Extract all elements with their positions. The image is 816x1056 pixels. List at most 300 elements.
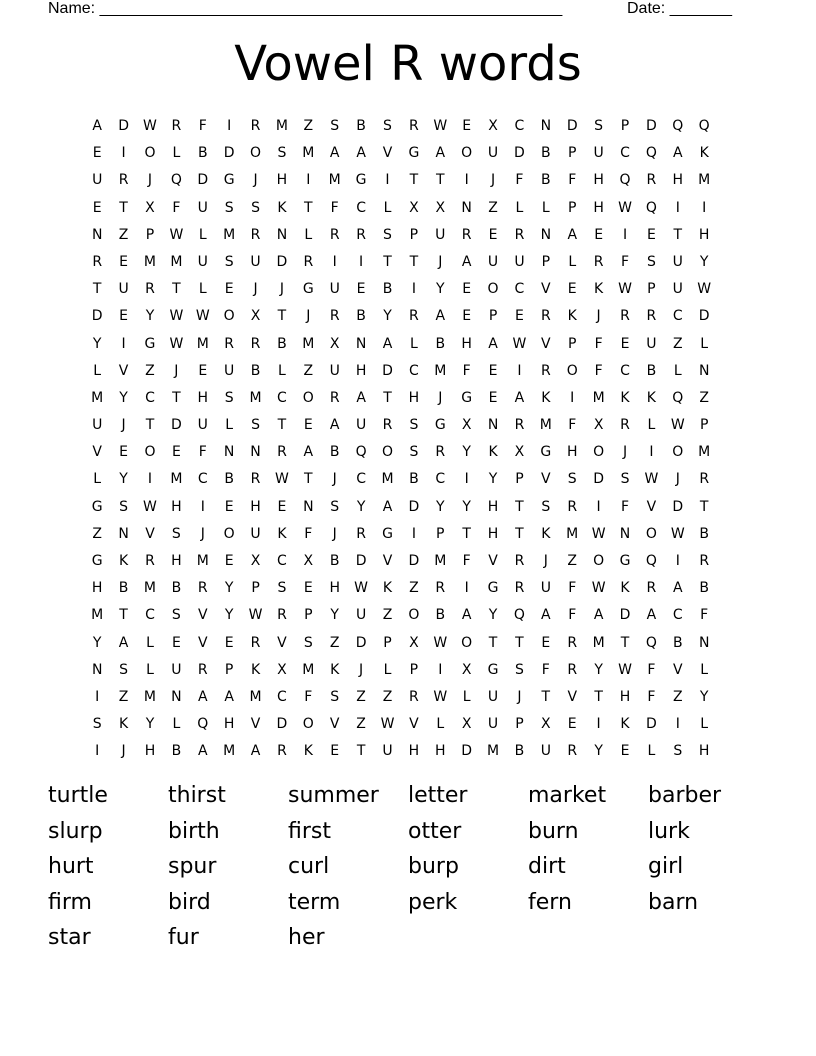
grid-letter: V [409,716,419,733]
grid-letter: O [223,308,235,325]
grid-row [84,575,717,602]
grid-letter: C [514,118,525,134]
grid-letter: P [515,471,524,488]
word-bank-item: thirst [168,783,226,808]
grid-letter: P [383,634,392,651]
grid-letter: M [143,580,157,597]
grid-letter: X [435,199,446,216]
word-bank-row [48,923,808,959]
grid-letter: M [698,444,711,461]
word-bank-item: spur [168,854,217,879]
word-bank-item: slurp [48,818,103,844]
grid-letter: B [171,580,182,597]
grid-letter: B [435,607,446,624]
word-bank-item: barn [648,889,699,915]
word-bank-item: perk [408,889,458,915]
grid-letter: N [540,118,552,134]
grid-letter: G [540,444,552,461]
grid-letter: X [541,716,551,733]
grid-letter: P [488,308,498,325]
grid-letter: G [461,389,473,406]
grid-letter: H [698,743,710,760]
page-title: Vowel R words [234,36,582,92]
grid-letter: Z [145,362,155,379]
grid-letter: G [302,281,314,298]
grid-letter: H [435,743,446,760]
name-field-label: Name: ____________________________________________________ [48,0,563,17]
grid-letter: U [250,253,261,270]
grid-letter: S [277,580,287,597]
grid-letter: V [567,688,578,705]
grid-letter: K [277,525,287,542]
grid-letter: Q [645,199,657,216]
grid-letter: K [620,389,630,406]
grid-letter: T [172,389,181,406]
grid-letter: R [593,253,604,270]
grid-letter: T [92,281,102,298]
grid-letter: R [409,688,419,705]
grid-letter: B [382,281,393,298]
grid-letter: D [646,716,657,733]
grid-letter: L [225,417,234,434]
grid-letter: Y [594,661,603,678]
grid-letter: F [515,172,524,189]
word-bank-item: fur [168,925,199,950]
grid-letter: X [329,335,340,352]
grid-letter: T [277,417,287,434]
grid-letter: X [514,444,525,461]
grid-letter: Z [672,335,683,352]
grid-letter: Z [356,716,366,733]
grid-letter: C [277,688,287,705]
grid-letter: A [118,634,129,651]
grid-letter: A [567,226,578,243]
grid-letter: Z [356,688,366,705]
grid-letter: D [593,471,604,488]
grid-letter: I [464,471,469,488]
grid-letter: J [332,525,337,542]
grid-letter: M [328,172,341,189]
grid-letter: G [144,335,156,352]
grid-letter: X [250,553,261,569]
grid-letter: M [170,471,183,488]
grid-letter: T [119,607,128,624]
word-bank-item: her [288,925,325,950]
grid-letter: A [329,145,340,162]
grid-letter: I [385,172,390,189]
grid-letter: X [461,716,472,733]
grid-letter: B [356,308,366,325]
grid-letter: W [644,471,659,488]
grid-letter: U [487,688,499,705]
grid-letter: R [145,553,155,569]
grid-letter: I [95,743,100,760]
grid-letter: R [699,471,710,488]
grid-letter: U [355,607,367,624]
grid-letter: R [171,118,182,134]
grid-letter: Y [119,471,128,488]
word-bank-item: market [528,783,607,808]
grid-letter: R [461,226,472,243]
grid-letter: K [646,389,656,406]
grid-letter: H [461,335,472,352]
grid-letter: M [487,743,500,760]
grid-letter: W [512,335,527,352]
grid-row [84,466,717,493]
grid-letter: C [197,471,208,488]
grid-letter: H [408,743,420,760]
grid-letter: L [700,716,709,733]
grid-letter: R [540,308,551,325]
grid-letter: O [302,389,314,406]
grid-letter: E [515,308,524,325]
grid-letter: Y [488,471,498,488]
grid-letter: G [434,417,446,434]
grid-letter: G [487,580,499,597]
grid-letter: D [408,498,420,515]
grid-letter: A [461,253,472,270]
grid-letter: F [568,580,577,597]
grid-letter: L [515,199,524,216]
grid-letter: F [304,525,313,542]
grid-letter: J [121,417,126,434]
grid-letter: P [541,253,551,270]
grid-letter: S [409,417,419,434]
grid-letter: V [382,145,393,162]
grid-letter: C [672,607,683,624]
grid-letter: E [462,281,472,298]
grid-letter: L [198,281,207,298]
grid-letter: W [670,525,685,542]
grid-letter: P [568,199,577,216]
word-bank-item: lurk [648,818,690,844]
grid-letter: P [409,226,419,243]
grid-letter: F [568,607,577,624]
grid-letter: M [592,634,605,651]
grid-letter: D [566,118,578,134]
grid-letter: S [251,199,260,216]
grid-letter: E [198,362,208,379]
grid-letter: R [567,661,578,678]
grid-letter: S [171,607,181,624]
grid-letter: W [143,498,157,515]
grid-letter: D [197,172,209,189]
grid-row [84,684,717,711]
grid-row [84,521,717,548]
grid-letter: O [250,145,262,162]
grid-letter: T [488,634,498,651]
grid-letter: Q [645,634,657,651]
grid-letter: H [698,226,710,243]
grid-letter: V [541,335,551,352]
grid-letter: Y [119,389,128,406]
grid-letter: B [541,145,551,162]
grid-letter: O [487,281,499,298]
grid-letter: I [411,281,416,298]
grid-letter: A [224,688,234,705]
grid-letter: R [514,580,525,597]
grid-letter: S [119,661,129,678]
grid-letter: B [699,525,709,542]
grid-letter: E [462,118,472,134]
word-bank-item: star [48,925,91,950]
grid-letter: W [380,716,395,733]
grid-letter: V [329,716,340,733]
grid-letter: P [436,525,445,542]
grid-letter: A [329,417,340,434]
grid-letter: Z [382,607,393,624]
grid-letter: K [382,580,393,597]
grid-letter: U [355,417,367,434]
grid-letter: S [277,145,287,162]
grid-letter: T [383,253,392,270]
grid-row [84,602,717,629]
grid-letter: A [435,145,446,162]
grid-letter: Y [145,716,155,733]
grid-letter: R [329,226,340,243]
grid-letter: Y [462,444,471,461]
grid-letter: L [93,362,102,379]
grid-letter: O [566,362,578,379]
grid-letter: C [356,199,366,216]
grid-letter: Z [699,389,709,406]
grid-letter: D [118,118,129,134]
grid-letter: F [594,362,603,379]
grid-letter: X [145,199,155,216]
grid-letter: E [646,226,656,243]
grid-letter: J [200,525,205,542]
grid-letter: U [171,661,182,678]
grid-letter: M [170,253,183,270]
grid-letter: W [670,417,685,434]
grid-letter: X [461,417,472,434]
grid-letter: E [119,308,129,325]
grid-letter: K [118,716,129,733]
grid-letter: J [121,743,126,760]
grid-letter: Q [645,145,657,162]
grid-row [84,167,717,194]
grid-letter: S [515,661,524,678]
grid-letter: I [306,172,311,189]
grid-letter: N [698,362,710,379]
grid-letter: E [356,281,366,298]
grid-letter: F [198,118,207,134]
grid-letter: M [143,253,157,270]
grid-letter: V [488,553,498,569]
grid-letter: M [302,661,315,678]
grid-letter: O [645,525,657,542]
word-search-grid [84,113,717,766]
grid-letter: E [541,634,551,651]
word-bank-item: otter [408,818,462,844]
grid-letter: D [91,308,103,325]
grid-letter: K [250,661,261,678]
grid-letter: E [330,743,340,760]
grid-letter: R [197,580,208,597]
grid-letter: A [250,743,261,760]
grid-letter: M [592,389,605,406]
word-bank [48,781,808,959]
grid-letter: X [250,308,261,325]
grid-letter: H [329,580,340,597]
grid-letter: D [276,253,288,270]
grid-letter: D [355,553,367,569]
grid-letter: Y [330,607,339,624]
grid-letter: H [144,743,156,760]
grid-letter: D [646,118,657,134]
grid-letter: B [250,362,261,379]
grid-letter: W [697,281,712,298]
grid-letter: E [567,281,577,298]
grid-letter: M [223,226,236,243]
grid-letter: R [92,253,103,270]
grid-letter: H [276,172,288,189]
grid-letter: Q [672,118,684,134]
grid-row [84,140,717,167]
grid-letter: I [359,253,364,270]
grid-letter: A [461,607,472,624]
word-bank-item: dirt [528,854,566,879]
grid-letter: G [91,553,103,569]
grid-letter: P [568,145,577,162]
grid-letter: J [359,661,364,678]
grid-letter: L [93,471,102,488]
grid-letter: K [488,444,498,461]
grid-letter: T [699,498,709,515]
grid-letter: A [593,607,604,624]
grid-letter: E [488,389,498,406]
grid-row [84,439,717,466]
grid-letter: S [673,743,683,760]
grid-letter: H [171,498,182,515]
grid-letter: L [146,634,154,651]
grid-letter: U [672,281,683,298]
grid-letter: R [567,743,578,760]
grid-letter: B [541,172,551,189]
grid-letter: O [302,716,314,733]
grid-letter: I [622,226,628,243]
grid-letter: A [197,688,208,705]
grid-letter: M [381,471,394,488]
grid-letter: V [197,634,208,651]
grid-letter: H [593,172,604,189]
grid-letter: L [568,253,577,270]
grid-letter: F [647,661,656,678]
grid-letter: T [383,389,392,406]
grid-letter: E [224,281,234,298]
grid-letter: P [145,226,155,243]
grid-letter: E [594,226,604,243]
grid-letter: U [672,253,683,270]
grid-letter: B [171,743,182,760]
grid-letter: V [277,634,287,651]
grid-letter: I [332,253,337,270]
grid-letter: Y [224,580,234,597]
grid-letter: M [223,743,236,760]
grid-letter: Q [170,172,182,189]
grid-letter: M [196,553,209,569]
grid-letter: V [382,553,393,569]
grid-letter: H [250,498,261,515]
grid-letter: H [487,525,499,542]
grid-letter: C [408,362,419,379]
grid-letter: V [92,444,102,461]
grid-letter: U [540,743,551,760]
grid-letter: U [197,199,208,216]
grid-letter: M [566,525,579,542]
grid-row [84,113,717,140]
grid-letter: K [699,145,709,162]
grid-letter: E [171,444,181,461]
grid-row [84,412,717,439]
grid-letter: R [514,417,525,434]
grid-letter: N [91,661,103,678]
grid-letter: G [619,553,631,569]
grid-letter: N [355,335,367,352]
grid-letter: G [355,172,367,189]
grid-letter: N [91,226,103,243]
grid-letter: J [306,308,311,325]
date-field-label: Date: _______ [627,0,732,17]
grid-letter: R [224,335,235,352]
grid-letter: W [195,308,210,325]
word-bank-item: turtle [48,783,108,808]
grid-letter: V [145,525,155,542]
grid-letter: A [92,118,102,134]
grid-letter: I [702,199,707,216]
grid-letter: M [91,607,104,624]
grid-letter: D [223,145,235,162]
word-bank-row [48,781,808,817]
grid-letter: D [355,634,367,651]
grid-letter: Z [567,553,578,569]
grid-letter: R [435,444,446,461]
grid-letter: R [620,417,630,434]
grid-letter: W [169,308,184,325]
grid-letter: O [223,525,235,542]
word-bank-item: burp [408,854,459,879]
grid-letter: D [461,743,473,760]
grid-letter: V [541,281,551,298]
grid-letter: T [172,281,181,298]
grid-letter: S [383,118,392,134]
grid-letter: H [355,362,367,379]
grid-letter: R [514,553,525,569]
grid-letter: Z [488,199,498,216]
grid-letter: N [698,634,710,651]
grid-letter: C [514,281,525,298]
grid-letter: Y [594,743,603,760]
grid-letter: P [304,607,313,624]
word-bank-item: curl [288,854,330,879]
grid-letter: F [568,172,577,189]
grid-letter: B [329,444,340,461]
grid-letter: I [200,498,205,515]
grid-letter: Z [118,688,129,705]
grid-letter: D [170,417,182,434]
grid-letter: F [462,362,471,379]
grid-letter: Z [382,688,393,705]
grid-letter: U [92,172,103,189]
grid-letter: F [594,335,603,352]
word-bank-item: birth [168,818,220,844]
grid-letter: U [197,253,208,270]
grid-letter: J [490,172,496,189]
grid-letter: O [144,444,156,461]
grid-letter: S [620,471,630,488]
grid-letter: K [620,580,630,597]
grid-letter: N [487,417,499,434]
